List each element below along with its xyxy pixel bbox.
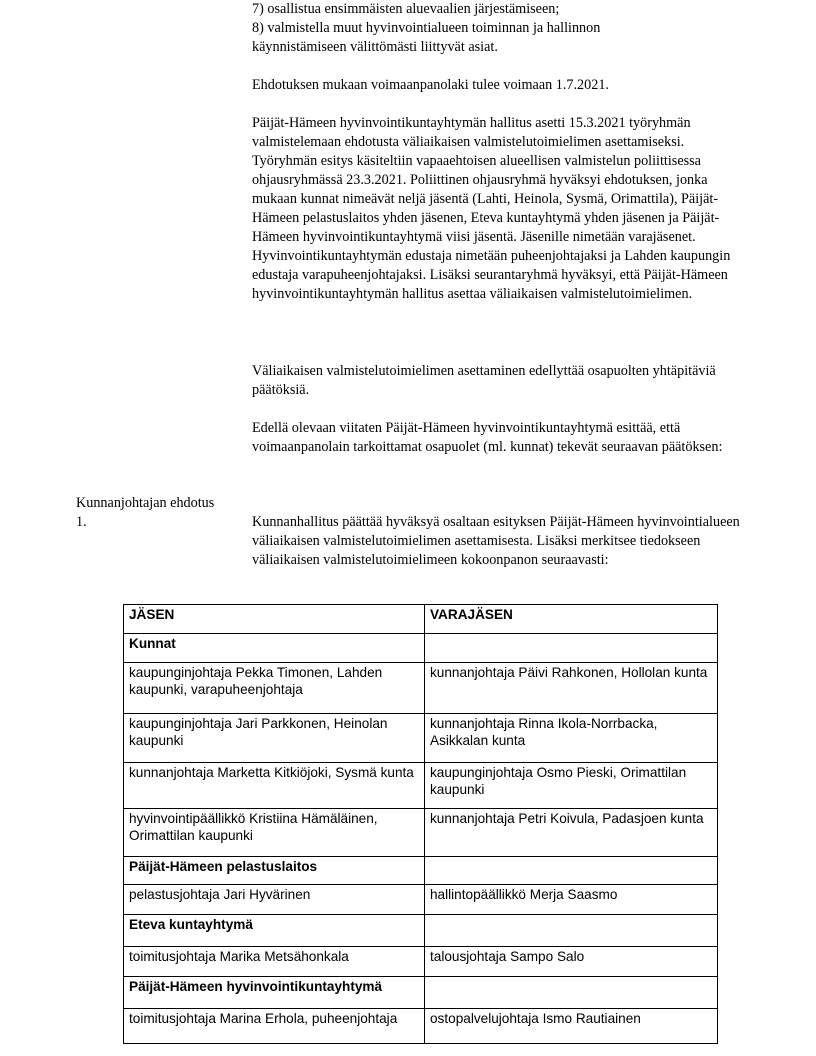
group-label: Kunnat [124,634,425,663]
group-label: Päijät-Hämeen pelastuslaitos [124,857,425,885]
member-cell: pelastusjohtaja Jari Hyvärinen [124,885,425,915]
deputy-cell: kaupunginjohtaja Osmo Pieski, Orimattilan kaupunki [425,763,718,809]
list-item-8: 8) valmistella muut hyvinvointialueen toiminnan ja hallinnon käynnistämiseen välittömästi liittyvät asiat. [252,20,601,55]
table-row [124,714,718,763]
paragraph-proposal-intro: Edellä olevaan viitaten Päijät-Hämeen hyvinvointikuntayhtymä esittää, että voimaanpanolain tarkoittamat osapuolet (ml. kunnat) tekevät seuraavan päätöksen: [252,420,723,455]
table-row [124,763,718,809]
group-label: Eteva kuntayhtymä [124,915,425,947]
table-row [124,809,718,857]
group-empty-cell [425,915,718,947]
paragraph-working-group: Päijät-Hämeen hyvinvointikuntayhtymän hallitus asetti 15.3.2021 työryhmän valmistelemaan ehdotusta väliaikaisen valmistelutoimielimen asettamiseksi. Työryhmän esitys käsiteltiin vapaaehtoisen alueellisen valmistelun poliittisessa ohjausryhmässä 23.3.2021. Poliittinen ohjausryhmä hyväksyi ehdotuksen, jonka mukaan kunnat nimeävät neljä jäsentä (Lahti, Heinola, Sysmä, Orimattila), Päijät-Hämeen pelastuslaitos yhden jäsenen, Eteva kuntayhtymä yhden jäsenen ja Päijät-Hämeen hyvinvointikuntayhtymä viisi jäsentä. Jäsenille nimetään varajäsenet. Hyvinvointikuntayhtymän edustaja nimetään puheenjohtajaksi ja Lahden kaupungin edustaja varapuheenjohtajaksi. Lisäksi seurantaryhmä hyväksyi, että Päijät-Hämeen hyvinvointikuntayhtymän hallitus asettaa väliaikaisen valmistelutoimielimen. [252,115,731,302]
paragraph-effective-date: Ehdotuksen mukaan voimaanpanolaki tulee voimaan 1.7.2021. [252,77,609,93]
member-cell: toimitusjohtaja Marina Erhola, puheenjohtaja [124,1009,425,1044]
header-member: JÄSEN [124,605,425,634]
deputy-cell: kunnanjohtaja Päivi Rahkonen, Hollolan kunta [425,663,718,714]
group-empty-cell [425,977,718,1009]
group-empty-cell [425,857,718,885]
table-row [124,1009,718,1044]
member-cell: kunnanjohtaja Marketta Kitkiöjoki, Sysmä kunta [124,763,425,809]
table-row [124,947,718,977]
deputy-cell: kunnanjohtaja Petri Koivula, Padasjoen kunta [425,809,718,857]
deputy-cell: hallintopäällikkö Merja Saasmo [425,885,718,915]
table-group-row [124,634,718,663]
group-empty-cell [425,634,718,663]
table-header-row [124,605,718,634]
member-cell: kaupunginjohtaja Jari Parkkonen, Heinolan kaupunki [124,714,425,763]
deputy-cell: kunnanjohtaja Rinna Ikola-Norrbacka, Asikkalan kunta [425,714,718,763]
deputy-cell: talousjohtaja Sampo Salo [425,947,718,977]
proposal-text: Kunnanhallitus päättää hyväksyä osaltaan esityksen Päijät-Hämeen hyvinvointialueen väliaikaisen valmistelutoimielimen asettamisesta. Lisäksi merkitsee tiedokseen väliaikaisen valmistelutoimielimeen kokoonpanon seuraavasti: [252,514,740,568]
table-row [124,885,718,915]
table-row [124,663,718,714]
group-label: Päijät-Hämeen hyvinvointikuntayhtymä [124,977,425,1009]
member-cell: toimitusjohtaja Marika Metsähonkala [124,947,425,977]
members-table [123,604,718,1044]
proposal-number: 1. [76,514,87,530]
proposal-heading: Kunnanjohtajan ehdotus [76,495,215,511]
header-deputy: VARAJÄSEN [425,605,718,634]
list-item-7: 7) osallistua ensimmäisten aluevaalien järjestämiseen; [252,1,560,17]
table-group-row [124,915,718,947]
table-group-row [124,977,718,1009]
paragraph-decisions-required: Väliaikaisen valmistelutoimielimen asettaminen edellyttää osapuolten yhtäpitäviä päätöksiä. [252,363,716,398]
member-cell: kaupunginjohtaja Pekka Timonen, Lahden kaupunki, varapuheenjohtaja [124,663,425,714]
member-cell: hyvinvointipäällikkö Kristiina Hämäläinen, Orimattilan kaupunki [124,809,425,857]
deputy-cell: ostopalvelujohtaja Ismo Rautiainen [425,1009,718,1044]
table-group-row [124,857,718,885]
